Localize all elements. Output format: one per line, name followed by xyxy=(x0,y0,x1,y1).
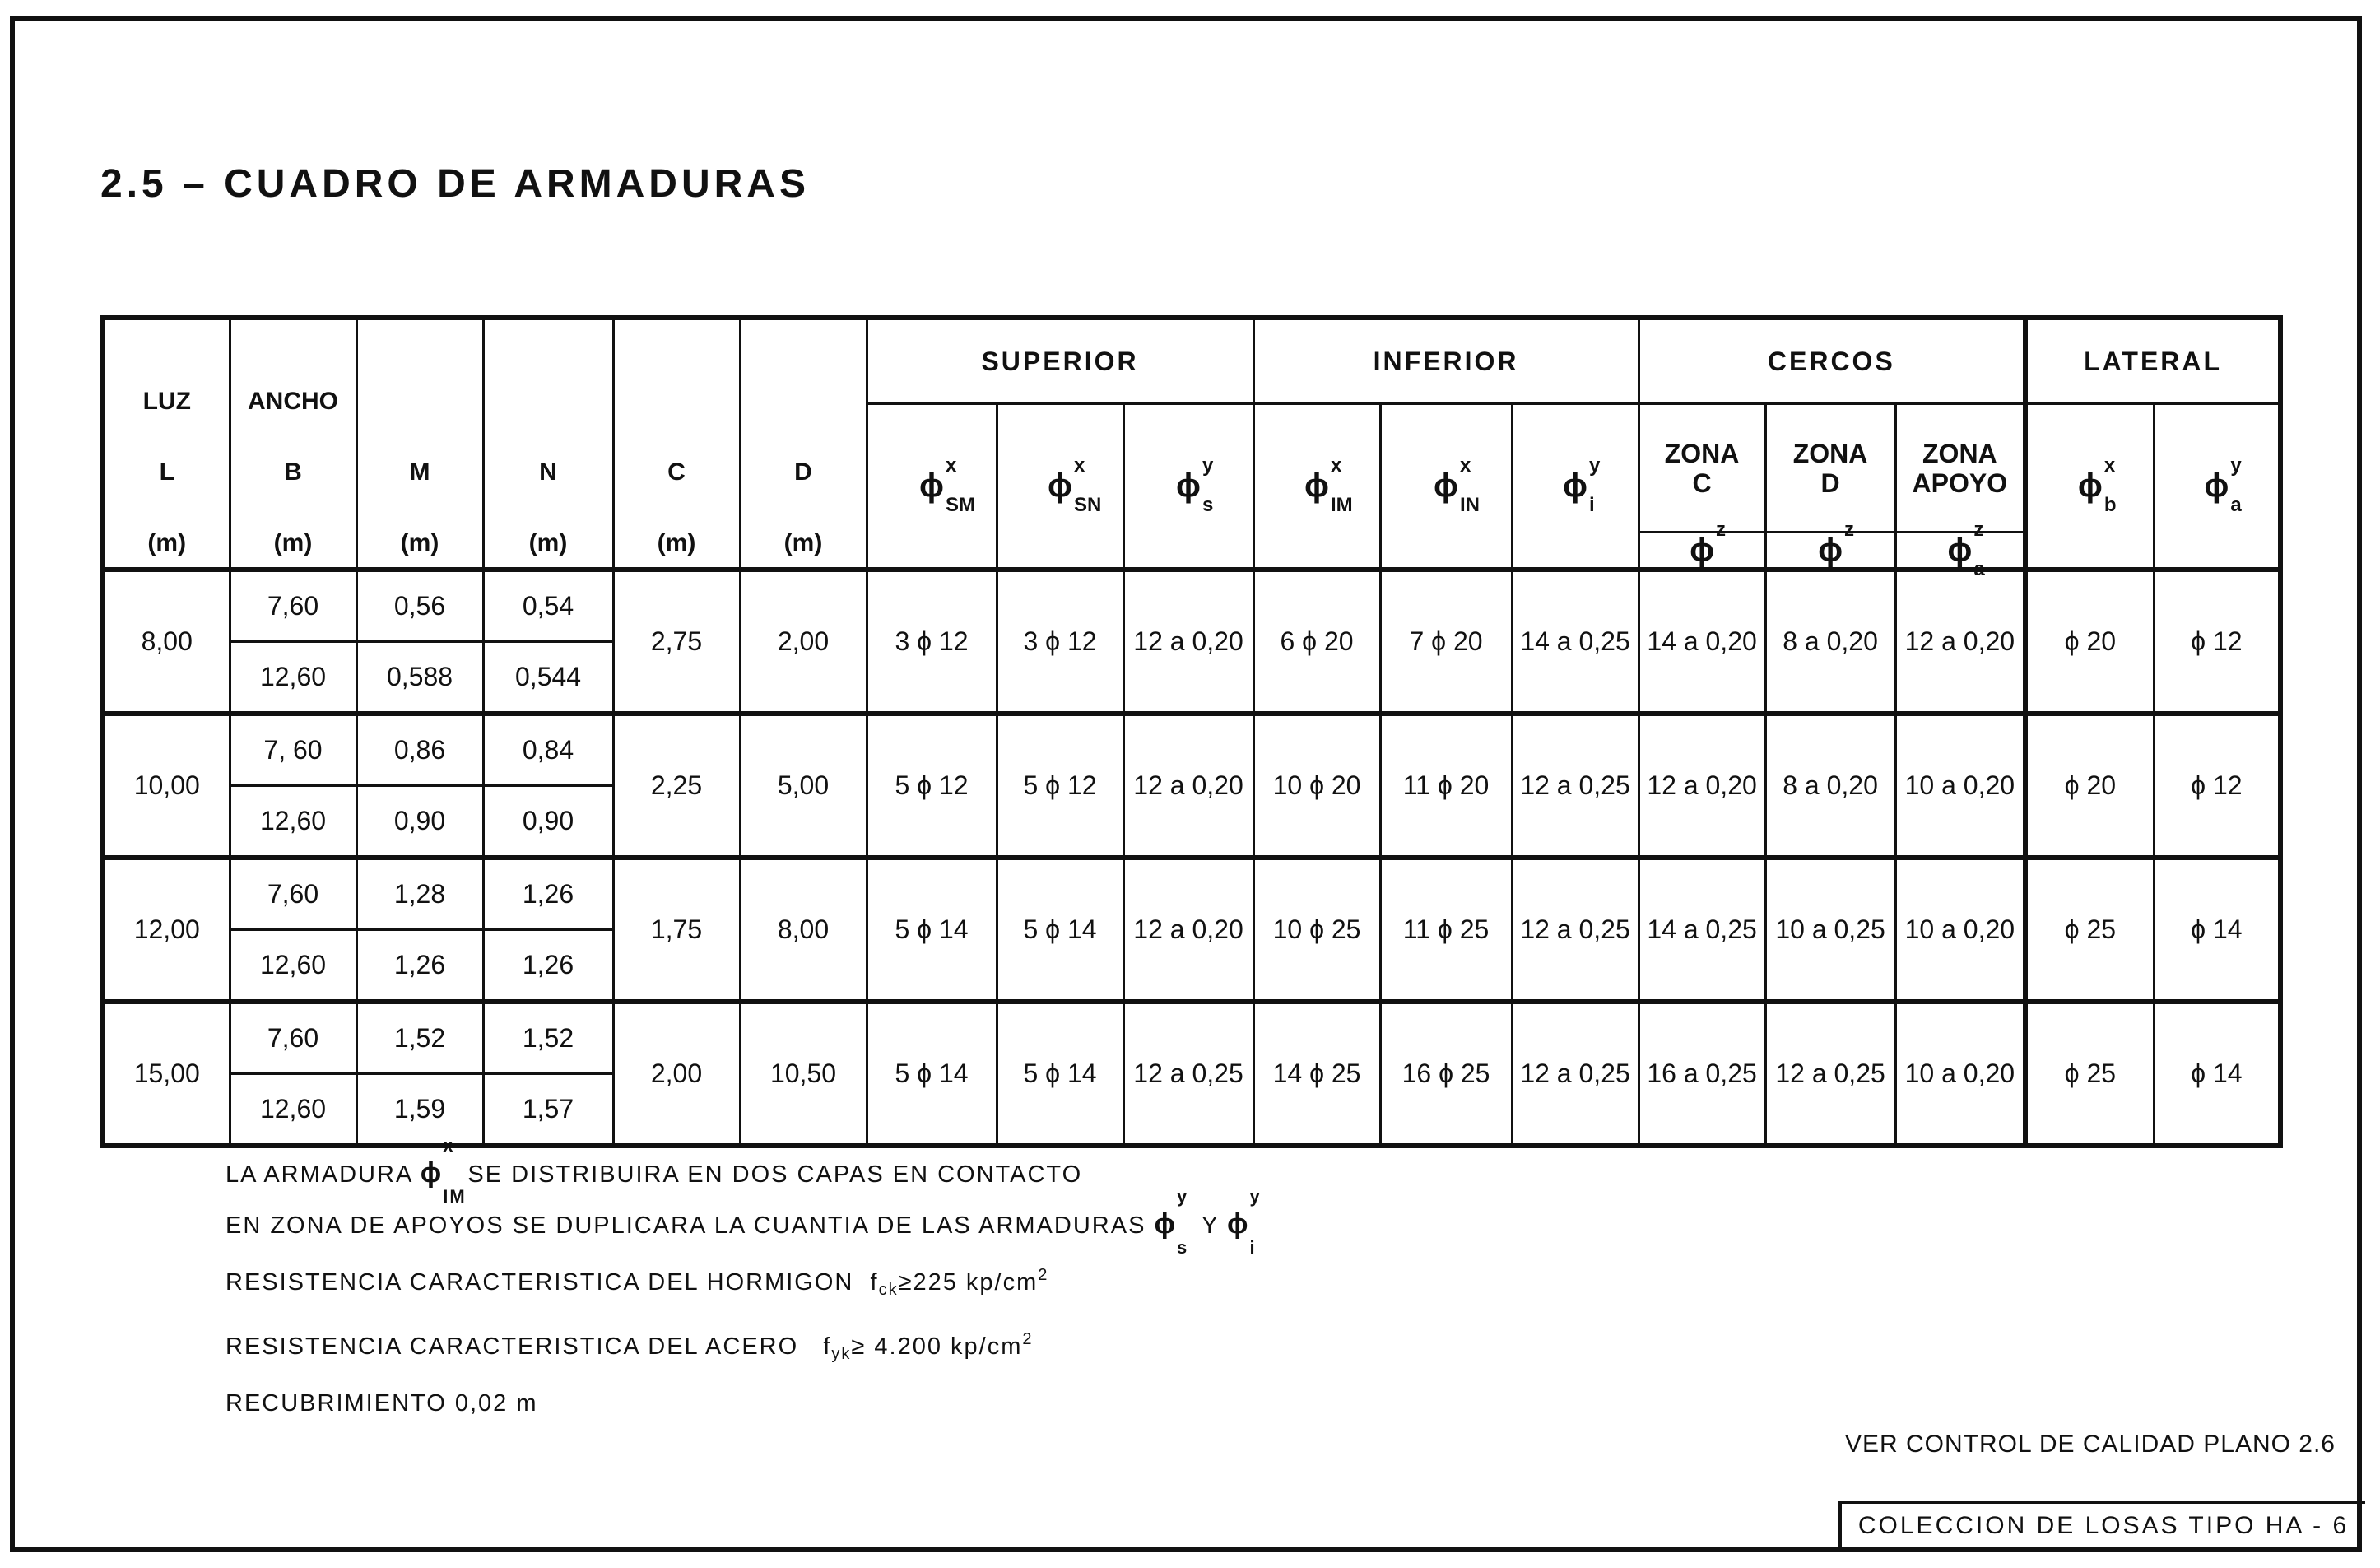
cell-reinforcement: 12 a 0,25 xyxy=(1512,1002,1639,1146)
cell-reinforcement: 14 ϕ 25 xyxy=(1253,1002,1380,1146)
header-phi-sn xyxy=(997,404,1123,570)
phi-sup: z xyxy=(1844,519,1855,541)
phi-glyph: ϕ xyxy=(1048,468,1072,504)
phi-sub: IN xyxy=(1460,494,1481,516)
phi-glyph: ϕ xyxy=(1304,468,1330,504)
phi-glyph: ϕ xyxy=(2204,468,2229,504)
phi-sub: IM xyxy=(1331,494,1353,516)
phi-sup: x xyxy=(2103,454,2116,477)
cell-m: 0,588 xyxy=(356,642,483,714)
phi-symbol xyxy=(2077,454,2117,516)
phi-glyph: ϕ xyxy=(1690,532,1715,568)
cell-reinforcement: 10 a 0,20 xyxy=(1895,714,2025,858)
table-body xyxy=(103,570,2280,1146)
header-ancho xyxy=(230,318,356,570)
cell-m: 1,28 xyxy=(356,858,483,930)
phi-i-symbol xyxy=(1227,1186,1262,1258)
cell-reinforcement: 12 a 0,20 xyxy=(1895,570,2025,714)
header-group-inferior: INFERIOR xyxy=(1253,318,1639,404)
phi-symbol xyxy=(2204,454,2242,516)
cell-c: 2,00 xyxy=(613,1002,740,1146)
table-row xyxy=(103,1002,2280,1074)
phi-sup: x xyxy=(443,1135,455,1156)
header-phi-z-c xyxy=(1639,519,1765,570)
phi-glyph: ϕ xyxy=(1176,468,1201,504)
phi-sup: z xyxy=(1973,519,1984,541)
cell-n: 0,84 xyxy=(483,714,613,786)
header-ancho-unit: (m) xyxy=(273,529,313,556)
cell-reinforcement: 3 ϕ 12 xyxy=(867,570,997,714)
phi-symbol xyxy=(1818,519,1855,568)
cell-m: 0,56 xyxy=(356,570,483,642)
cell-c: 2,75 xyxy=(613,570,740,714)
header-m-unit: (m) xyxy=(400,529,439,556)
header-d xyxy=(740,318,867,570)
phi-symbol xyxy=(1690,519,1727,568)
phi-symbol xyxy=(1947,519,1985,580)
note-4 xyxy=(225,1314,1250,1379)
phi-sub: a xyxy=(1973,558,1985,580)
quality-control-reference: VER CONTROL DE CALIDAD PLANO 2.6 xyxy=(1844,1431,2336,1458)
cell-reinforcement: 8 a 0,20 xyxy=(1765,714,1895,858)
phi-sup: y xyxy=(1176,1186,1189,1207)
header-zona-apoyo-label: ZONA APOYO xyxy=(1912,438,2008,498)
page-title: 2.5 – CUADRO DE ARMADURAS xyxy=(100,162,810,206)
cell-reinforcement: 12 a 0,25 xyxy=(1765,1002,1895,1146)
cell-c: 1,75 xyxy=(613,858,740,1002)
collection-title-block: COLECCION DE LOSAS TIPO HA - 6 xyxy=(1838,1501,2365,1548)
note-3 xyxy=(225,1250,1250,1314)
phi-symbol xyxy=(1304,454,1353,516)
cell-reinforcement: 16 a 0,25 xyxy=(1639,1002,1765,1146)
phi-sub: SM xyxy=(945,494,975,516)
phi-symbol xyxy=(1563,454,1601,516)
header-c xyxy=(613,318,740,570)
cell-reinforcement: 5 ϕ 14 xyxy=(997,858,1123,1002)
cell-n: 1,57 xyxy=(483,1074,613,1147)
header-phi-z-a xyxy=(1895,519,2025,580)
cell-reinforcement: 12 a 0,20 xyxy=(1123,570,1253,714)
phi-glyph: ϕ xyxy=(1154,1208,1177,1240)
header-c-unit: (m) xyxy=(657,529,696,556)
cell-reinforcement: 14 a 0,25 xyxy=(1639,858,1765,1002)
phi-sup: x xyxy=(1073,454,1085,477)
note-2-y: Y xyxy=(1202,1212,1219,1239)
note-1 xyxy=(225,1135,1250,1207)
phi-im-symbol xyxy=(420,1135,467,1207)
phi-sup: z xyxy=(1716,519,1727,541)
cell-ancho: 12,60 xyxy=(230,786,356,858)
cell-reinforcement: 10 ϕ 20 xyxy=(1253,714,1380,858)
header-ancho-mid: B xyxy=(284,458,302,486)
cell-reinforcement: 11 ϕ 25 xyxy=(1380,858,1512,1002)
cell-reinforcement: 14 a 0,25 xyxy=(1512,570,1639,714)
cell-reinforcement: 6 ϕ 20 xyxy=(1253,570,1380,714)
cell-reinforcement: 12 a 0,20 xyxy=(1123,858,1253,1002)
cell-reinforcement: ϕ 14 xyxy=(2154,858,2280,1002)
phi-sup: x xyxy=(945,454,957,477)
phi-sub: a xyxy=(2230,494,2242,516)
cell-m: 1,52 xyxy=(356,1002,483,1074)
header-luz xyxy=(103,318,230,570)
header-phi-sm xyxy=(867,404,997,570)
note-1-text-b: SE DISTRIBUIRA EN DOS CAPAS EN CONTACTO xyxy=(467,1161,1083,1188)
cell-n: 0,90 xyxy=(483,786,613,858)
header-phi-in xyxy=(1380,404,1512,570)
phi-sub: s xyxy=(1176,1237,1189,1258)
phi-sup: y xyxy=(1202,454,1214,477)
header-phi-im xyxy=(1253,404,1380,570)
note-4-sup: 2 xyxy=(1022,1330,1034,1348)
note-5: RECUBRIMIENTO 0,02 m xyxy=(225,1390,538,1417)
phi-glyph: ϕ xyxy=(1563,468,1588,504)
cell-luz: 12,00 xyxy=(103,858,230,1002)
cell-luz: 15,00 xyxy=(103,1002,230,1146)
phi-sub: IM xyxy=(443,1186,467,1207)
header-phi-a-lateral xyxy=(2154,404,2280,570)
cell-reinforcement: 3 ϕ 12 xyxy=(997,570,1123,714)
cell-reinforcement: 12 a 0,25 xyxy=(1512,858,1639,1002)
phi-sup: y xyxy=(1249,1186,1262,1207)
header-group-cercos: CERCOS xyxy=(1639,318,2025,404)
header-zona-d xyxy=(1765,404,1895,533)
cell-d: 2,00 xyxy=(740,570,867,714)
phi-s-symbol xyxy=(1154,1186,1189,1258)
cell-ancho: 12,60 xyxy=(230,1074,356,1147)
phi-sub: SN xyxy=(1073,494,1102,516)
header-phi-b xyxy=(2025,404,2154,570)
header-zona-c-label: ZONA C xyxy=(1664,438,1740,498)
phi-sub: i xyxy=(1589,494,1595,516)
cell-ancho: 12,60 xyxy=(230,930,356,1003)
notes xyxy=(225,1135,1262,1428)
cell-reinforcement: 10 a 0,20 xyxy=(1895,858,2025,1002)
header-d-mid: D xyxy=(794,458,812,486)
header-phi-z-d xyxy=(1765,519,1895,570)
cell-reinforcement: 5 ϕ 12 xyxy=(997,714,1123,858)
phi-symbol xyxy=(1434,454,1481,516)
cell-d: 8,00 xyxy=(740,858,867,1002)
fck-f: f xyxy=(870,1269,879,1296)
note-3-text-b: ≥225 kp/cm xyxy=(898,1269,1039,1296)
header-n xyxy=(483,318,613,570)
note-3-text-a: RESISTENCIA CARACTERISTICA DEL HORMIGON xyxy=(225,1269,854,1296)
cell-ancho: 7,60 xyxy=(230,1002,356,1074)
cell-reinforcement: 16 ϕ 25 xyxy=(1380,1002,1512,1146)
cell-luz: 8,00 xyxy=(103,570,230,714)
cell-n: 1,52 xyxy=(483,1002,613,1074)
cell-d: 5,00 xyxy=(740,714,867,858)
fyk-f: f xyxy=(823,1333,832,1360)
header-d-unit: (m) xyxy=(783,529,823,556)
phi-glyph: ϕ xyxy=(420,1157,444,1189)
reinforcement-table xyxy=(100,315,2283,1148)
phi-symbol xyxy=(1176,454,1214,516)
cell-reinforcement: ϕ 12 xyxy=(2154,570,2280,714)
note-4-text-b: ≥ 4.200 kp/cm xyxy=(851,1333,1023,1360)
cell-n: 1,26 xyxy=(483,930,613,1003)
phi-glyph: ϕ xyxy=(1434,468,1459,504)
header-phi-i xyxy=(1512,404,1639,570)
header-zona-c xyxy=(1639,404,1765,533)
cell-m: 1,26 xyxy=(356,930,483,1003)
note-2-text-a: EN ZONA DE APOYOS SE DUPLICARA LA CUANTIA DE LAS ARMADURAS xyxy=(225,1212,1146,1239)
cell-c: 2,25 xyxy=(613,714,740,858)
header-n-unit: (m) xyxy=(528,529,568,556)
cell-reinforcement: 5 ϕ 12 xyxy=(867,714,997,858)
cell-reinforcement: 10 a 0,20 xyxy=(1895,1002,2025,1146)
header-zona-apoyo xyxy=(1895,404,2025,533)
cell-reinforcement: 14 a 0,20 xyxy=(1639,570,1765,714)
phi-sup: y xyxy=(2230,454,2242,477)
header-luz-mid: L xyxy=(159,458,174,486)
cell-m: 0,86 xyxy=(356,714,483,786)
cell-reinforcement: 12 a 0,20 xyxy=(1123,714,1253,858)
cell-reinforcement: 5 ϕ 14 xyxy=(997,1002,1123,1146)
cell-ancho: 7,60 xyxy=(230,858,356,930)
cell-reinforcement: 7 ϕ 20 xyxy=(1380,570,1512,714)
phi-glyph: ϕ xyxy=(919,468,944,504)
header-luz-top: LUZ xyxy=(142,388,191,415)
phi-sub: b xyxy=(2103,494,2117,516)
phi-symbol xyxy=(1048,454,1102,516)
header-n-mid: N xyxy=(539,458,557,486)
fck-sub: ck xyxy=(878,1281,899,1299)
phi-sup: y xyxy=(1589,454,1601,477)
cell-reinforcement: ϕ 20 xyxy=(2025,714,2154,858)
phi-sup: x xyxy=(1460,454,1471,477)
cell-reinforcement: ϕ 12 xyxy=(2154,714,2280,858)
header-c-mid: C xyxy=(667,458,686,486)
note-3-sup: 2 xyxy=(1038,1266,1049,1284)
cell-n: 0,544 xyxy=(483,642,613,714)
table-row xyxy=(103,570,2280,642)
cell-reinforcement: ϕ 25 xyxy=(2025,858,2154,1002)
header-group-lateral: LATERAL xyxy=(2025,318,2280,404)
cell-reinforcement: 12 a 0,25 xyxy=(1512,714,1639,858)
cell-n: 1,26 xyxy=(483,858,613,930)
phi-sup: x xyxy=(1331,454,1342,477)
cell-reinforcement: ϕ 20 xyxy=(2025,570,2154,714)
header-m-mid: M xyxy=(409,458,430,486)
header-phi-s xyxy=(1123,404,1253,570)
note-1-text-a: LA ARMADURA xyxy=(225,1161,412,1188)
phi-glyph: ϕ xyxy=(1818,532,1843,568)
header-group-superior: SUPERIOR xyxy=(867,318,1253,404)
cell-luz: 10,00 xyxy=(103,714,230,858)
cell-n: 0,54 xyxy=(483,570,613,642)
cell-ancho: 7,60 xyxy=(230,570,356,642)
cell-m: 0,90 xyxy=(356,786,483,858)
cell-reinforcement: 12 a 0,25 xyxy=(1123,1002,1253,1146)
cell-reinforcement: 11 ϕ 20 xyxy=(1380,714,1512,858)
cell-reinforcement: 5 ϕ 14 xyxy=(867,858,997,1002)
phi-sub: i xyxy=(1249,1237,1257,1258)
cell-reinforcement: 10 a 0,25 xyxy=(1765,858,1895,1002)
cell-reinforcement: 12 a 0,20 xyxy=(1639,714,1765,858)
phi-glyph: ϕ xyxy=(1947,532,1973,568)
table-row xyxy=(103,714,2280,786)
cell-reinforcement: 5 ϕ 14 xyxy=(867,1002,997,1146)
cell-reinforcement: 8 a 0,20 xyxy=(1765,570,1895,714)
fyk-sub: yk xyxy=(831,1345,852,1363)
cell-ancho: 12,60 xyxy=(230,642,356,714)
phi-symbol xyxy=(919,454,975,516)
phi-glyph: ϕ xyxy=(2077,468,2103,504)
cell-reinforcement: ϕ 25 xyxy=(2025,1002,2154,1146)
header-m xyxy=(356,318,483,570)
cell-reinforcement: ϕ 14 xyxy=(2154,1002,2280,1146)
table-row xyxy=(103,858,2280,930)
note-4-text-a: RESISTENCIA CARACTERISTICA DEL ACERO xyxy=(225,1333,799,1360)
phi-sub: s xyxy=(1202,494,1214,516)
cell-d: 10,50 xyxy=(740,1002,867,1146)
cell-ancho: 7, 60 xyxy=(230,714,356,786)
header-luz-unit: (m) xyxy=(147,529,187,556)
phi-glyph: ϕ xyxy=(1227,1208,1250,1240)
cell-reinforcement: 10 ϕ 25 xyxy=(1253,858,1380,1002)
header-zona-d-label: ZONA D xyxy=(1792,438,1868,498)
header-ancho-top: ANCHO xyxy=(248,388,338,415)
cell-m: 1,59 xyxy=(356,1074,483,1147)
